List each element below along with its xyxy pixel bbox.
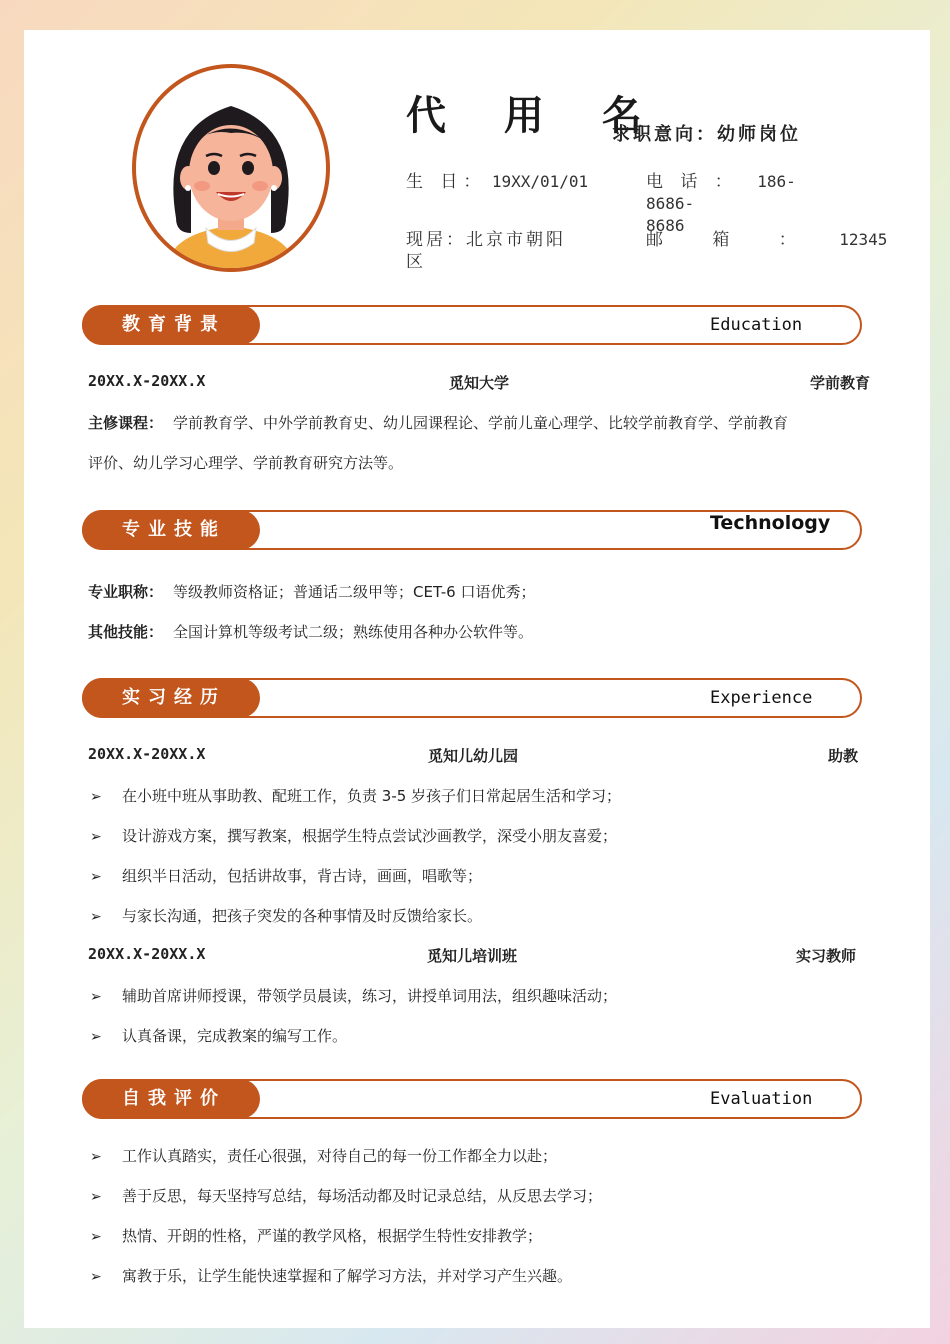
job-entry bbox=[88, 745, 858, 769]
address-value-2: 区 bbox=[406, 252, 423, 272]
courses-label: 主修课程： bbox=[88, 414, 164, 432]
email-value: 12345 bbox=[839, 230, 888, 249]
bullet-arrow-icon: ➢ bbox=[90, 829, 102, 845]
job-role: 助教 bbox=[827, 747, 858, 765]
section-title: 自我评价 bbox=[82, 1079, 260, 1119]
email-label: 邮 箱 ： bbox=[646, 230, 818, 250]
section-title-en: Technology bbox=[710, 512, 831, 534]
section-title-en: Experience bbox=[710, 688, 813, 708]
list-item: ➢ 在小班中班从事助教、配班工作，负责 3-5 岁孩子们日常起居生活和学习； bbox=[90, 787, 622, 805]
list-item: ➢ 认真备课，完成教案的编写工作。 bbox=[90, 1027, 348, 1045]
section-header-experience bbox=[82, 678, 862, 718]
other-skills-line bbox=[88, 621, 533, 642]
list-item: ➢ 工作认真踏实，责任心很强，对待自己的每一份工作都全力以赴； bbox=[90, 1147, 558, 1165]
section-title: 教育背景 bbox=[82, 305, 260, 345]
candidate-name: 代 用 名 bbox=[406, 92, 664, 139]
list-item: ➢ 热情、开朗的性格，严谨的教学风格，根据学生特性安排教学； bbox=[90, 1227, 543, 1245]
courses-line bbox=[88, 412, 788, 433]
phone-field bbox=[646, 171, 836, 237]
list-item: ➢ 组织半日活动，包括讲故事，背古诗，画画，唱歌等； bbox=[90, 867, 483, 885]
bullet-arrow-icon: ➢ bbox=[90, 1229, 102, 1245]
other-skills-label: 其他技能： bbox=[88, 623, 164, 641]
education-major: 学前教育 bbox=[809, 374, 870, 392]
cert-line bbox=[88, 581, 535, 602]
list-item: ➢ 寓教于乐，让学生能快速掌握和了解学习方法，并对学习产生兴趣。 bbox=[90, 1267, 573, 1285]
job-period: 20XX.X-20XX.X bbox=[88, 945, 206, 963]
section-title-en: Education bbox=[710, 315, 803, 335]
job-entry bbox=[88, 945, 856, 969]
job-org: 觅知儿幼儿园 bbox=[427, 747, 518, 765]
phone-label: 电 话 ： bbox=[646, 172, 738, 192]
list-item: ➢ 与家长沟通，把孩子突发的各种事情及时反馈给家长。 bbox=[90, 907, 483, 925]
address-value: 北京市朝阳 bbox=[466, 230, 566, 250]
phone-value-2: 8686 bbox=[646, 216, 685, 235]
address-field bbox=[406, 229, 596, 273]
bullet-arrow-icon: ➢ bbox=[90, 1189, 102, 1205]
job-role: 实习教师 bbox=[795, 947, 856, 965]
section-header-skills bbox=[82, 510, 862, 550]
birth-field bbox=[406, 171, 588, 193]
courses-line-2: 评价、幼儿学习心理学、学前教育研究方法等。 bbox=[88, 454, 404, 472]
education-period: 20XX.X-20XX.X bbox=[88, 372, 206, 390]
bullet-arrow-icon: ➢ bbox=[90, 789, 102, 805]
email-field bbox=[646, 229, 887, 251]
bullet-arrow-icon: ➢ bbox=[90, 1149, 102, 1165]
list-item: ➢ 设计游戏方案，撰写教案，根据学生特点尝试沙画教学，深受小朋友喜爱； bbox=[90, 827, 618, 845]
section-title: 实习经历 bbox=[82, 678, 260, 718]
other-skills-value: 全国计算机等级考试二级；熟练使用各种办公软件等。 bbox=[173, 623, 534, 641]
bullet-arrow-icon: ➢ bbox=[90, 1029, 102, 1045]
list-item: ➢ 辅助首席讲师授课，带领学员晨读，练习，讲授单词用法，组织趣味活动； bbox=[90, 987, 618, 1005]
birth-label: 生 日： bbox=[406, 172, 487, 192]
phone-value: 186-8686- bbox=[646, 172, 796, 213]
cert-label: 专业职称： bbox=[88, 583, 164, 601]
birth-value: 19XX/01/01 bbox=[491, 172, 589, 191]
education-school: 觅知大学 bbox=[448, 374, 509, 392]
section-header-evaluation bbox=[82, 1079, 862, 1119]
section-header-education bbox=[82, 305, 862, 345]
section-title-en: Evaluation bbox=[710, 1089, 813, 1109]
education-entry bbox=[88, 372, 870, 396]
bullet-arrow-icon: ➢ bbox=[90, 989, 102, 1005]
bullet-arrow-icon: ➢ bbox=[90, 869, 102, 885]
bullet-arrow-icon: ➢ bbox=[90, 1269, 102, 1285]
cert-value: 等级教师资格证；普通话二级甲等；CET-6 口语优秀； bbox=[173, 583, 536, 601]
avatar-illustration bbox=[136, 68, 326, 268]
address-label: 现居： bbox=[406, 230, 466, 250]
bullet-arrow-icon: ➢ bbox=[90, 909, 102, 925]
courses-text: 学前教育学、中外学前教育史、幼儿园课程论、学前儿童心理学、比较学前教育学、学前教育 bbox=[173, 414, 789, 432]
job-intent: 求职意向：幼师岗位 bbox=[612, 124, 801, 145]
avatar bbox=[132, 64, 330, 272]
list-item: ➢ 善于反思，每天坚持写总结，每场活动都及时记录总结，从反思去学习； bbox=[90, 1187, 603, 1205]
section-title: 专业技能 bbox=[82, 510, 260, 550]
job-period: 20XX.X-20XX.X bbox=[88, 745, 206, 763]
job-org: 觅知儿培训班 bbox=[426, 947, 517, 965]
